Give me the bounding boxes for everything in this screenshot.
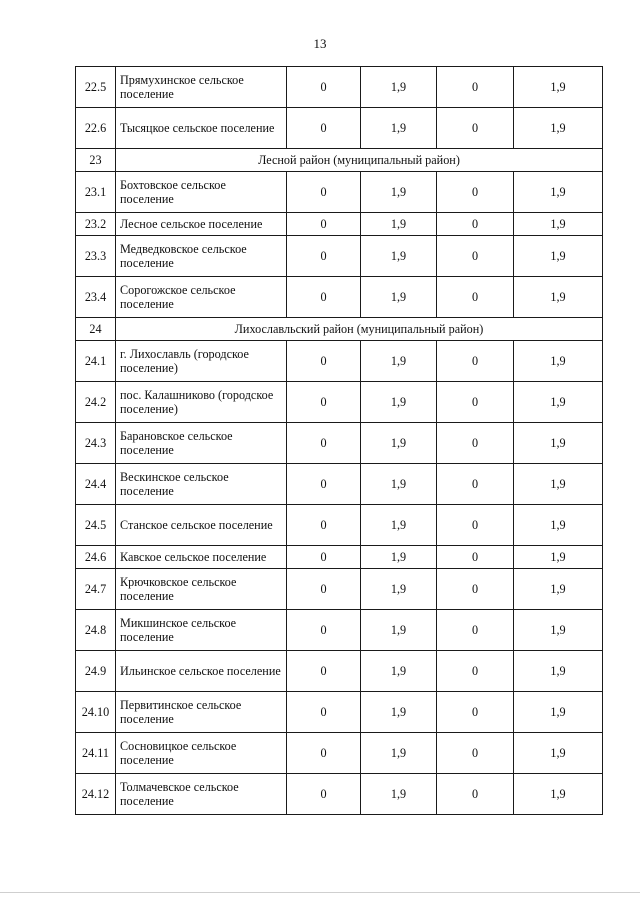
table-row: [76, 423, 603, 464]
value-cell: 0: [437, 213, 514, 236]
row-number: 22.6: [76, 108, 116, 149]
row-number: 24.7: [76, 569, 116, 610]
value-cell: 1,9: [514, 569, 603, 610]
row-number: 23.2: [76, 213, 116, 236]
value-cell: 1,9: [514, 382, 603, 423]
table-row: [76, 733, 603, 774]
value-cell: 0: [437, 172, 514, 213]
settlement-name: Сорогожское сельское поселение: [116, 277, 287, 318]
settlement-name: Вескинское сельское поселение: [116, 464, 287, 505]
value-cell: 0: [437, 692, 514, 733]
value-cell: 1,9: [514, 774, 603, 815]
row-number: 24.11: [76, 733, 116, 774]
table-row: [76, 236, 603, 277]
value-cell: 1,9: [514, 692, 603, 733]
settlement-name: Ильинское сельское поселение: [116, 651, 287, 692]
value-cell: 0: [437, 464, 514, 505]
value-cell: 0: [287, 67, 361, 108]
value-cell: 1,9: [514, 464, 603, 505]
row-number: 22.5: [76, 67, 116, 108]
page-number: 13: [313, 36, 327, 51]
row-number: 24.5: [76, 505, 116, 546]
settlement-name: Медведковское сельское поселение: [116, 236, 287, 277]
table-row: [76, 277, 603, 318]
table-row: [76, 569, 603, 610]
row-number: 23.3: [76, 236, 116, 277]
value-cell: 0: [287, 546, 361, 569]
value-cell: 1,9: [361, 341, 437, 382]
table-row: [76, 692, 603, 733]
value-cell: 1,9: [514, 108, 603, 149]
value-cell: 0: [437, 610, 514, 651]
value-cell: 1,9: [514, 341, 603, 382]
settlement-name: Станское сельское поселение: [116, 505, 287, 546]
settlement-name: Прямухинское сельское поселение: [116, 67, 287, 108]
table-row: [76, 108, 603, 149]
value-cell: 0: [287, 774, 361, 815]
value-cell: 1,9: [361, 67, 437, 108]
value-cell: 0: [437, 423, 514, 464]
value-cell: 1,9: [361, 569, 437, 610]
settlement-name: Сосновицкое сельское поселение: [116, 733, 287, 774]
value-cell: 1,9: [361, 774, 437, 815]
value-cell: 0: [287, 277, 361, 318]
table-row: [76, 67, 603, 108]
value-cell: 1,9: [361, 610, 437, 651]
settlement-table: [75, 66, 603, 815]
value-cell: 1,9: [514, 236, 603, 277]
value-cell: 0: [287, 464, 361, 505]
table-row: [76, 651, 603, 692]
row-number: 24.1: [76, 341, 116, 382]
value-cell: 0: [437, 277, 514, 318]
value-cell: 1,9: [514, 213, 603, 236]
settlement-name: Барановское сельское поселение: [116, 423, 287, 464]
table-row: [76, 172, 603, 213]
settlement-name: Лесное сельское поселение: [116, 213, 287, 236]
value-cell: 0: [287, 651, 361, 692]
value-cell: 1,9: [514, 505, 603, 546]
value-cell: 1,9: [514, 651, 603, 692]
value-cell: 0: [437, 546, 514, 569]
table-row: [76, 341, 603, 382]
value-cell: 1,9: [514, 610, 603, 651]
value-cell: 0: [287, 569, 361, 610]
value-cell: 0: [437, 651, 514, 692]
value-cell: 1,9: [361, 108, 437, 149]
settlement-name: Крючковское сельское поселение: [116, 569, 287, 610]
row-number: 24.3: [76, 423, 116, 464]
settlement-name: Тысяцкое сельское поселение: [116, 108, 287, 149]
value-cell: 0: [287, 505, 361, 546]
page-bottom-edge: [0, 892, 640, 893]
value-cell: 1,9: [514, 277, 603, 318]
value-cell: 1,9: [361, 692, 437, 733]
district-row: [76, 149, 603, 172]
table-row: [76, 610, 603, 651]
settlement-name: Первитинское сельское поселение: [116, 692, 287, 733]
value-cell: 0: [437, 108, 514, 149]
value-cell: 0: [437, 505, 514, 546]
value-cell: 0: [287, 341, 361, 382]
district-row: [76, 318, 603, 341]
district-name: Лесной район (муниципальный район): [116, 149, 603, 172]
row-number: 24.8: [76, 610, 116, 651]
value-cell: 0: [287, 213, 361, 236]
table-body: [76, 67, 603, 815]
value-cell: 1,9: [361, 505, 437, 546]
table-row: [76, 546, 603, 569]
value-cell: 1,9: [514, 67, 603, 108]
value-cell: 1,9: [361, 464, 437, 505]
district-name: Лихославльский район (муниципальный район): [116, 318, 603, 341]
value-cell: 0: [287, 172, 361, 213]
value-cell: 0: [437, 341, 514, 382]
settlement-name: Толмачевское сельское поселение: [116, 774, 287, 815]
value-cell: 1,9: [361, 277, 437, 318]
value-cell: 0: [287, 733, 361, 774]
value-cell: 0: [437, 236, 514, 277]
row-number: 23.1: [76, 172, 116, 213]
value-cell: 1,9: [514, 546, 603, 569]
table-row: [76, 505, 603, 546]
value-cell: 1,9: [361, 382, 437, 423]
table-row: [76, 774, 603, 815]
value-cell: 0: [437, 67, 514, 108]
value-cell: 0: [437, 733, 514, 774]
district-number: 23: [76, 149, 116, 172]
value-cell: 0: [287, 423, 361, 464]
value-cell: 1,9: [514, 172, 603, 213]
value-cell: 1,9: [361, 651, 437, 692]
row-number: 24.2: [76, 382, 116, 423]
value-cell: 1,9: [361, 172, 437, 213]
row-number: 24.4: [76, 464, 116, 505]
table-row: [76, 464, 603, 505]
value-cell: 0: [437, 382, 514, 423]
value-cell: 0: [437, 774, 514, 815]
settlement-name: пос. Калашниково (городское поселение): [116, 382, 287, 423]
value-cell: 0: [287, 610, 361, 651]
value-cell: 1,9: [361, 213, 437, 236]
value-cell: 1,9: [361, 733, 437, 774]
value-cell: 1,9: [514, 423, 603, 464]
row-number: 24.9: [76, 651, 116, 692]
settlement-name: Бохтовское сельское поселение: [116, 172, 287, 213]
row-number: 24.6: [76, 546, 116, 569]
value-cell: 0: [287, 382, 361, 423]
row-number: 24.12: [76, 774, 116, 815]
value-cell: 0: [287, 692, 361, 733]
value-cell: 0: [287, 108, 361, 149]
value-cell: 1,9: [361, 236, 437, 277]
table-row: [76, 213, 603, 236]
value-cell: 1,9: [514, 733, 603, 774]
value-cell: 1,9: [361, 423, 437, 464]
settlement-name: Микшинское сельское поселение: [116, 610, 287, 651]
settlement-name: г. Лихославль (городское поселение): [116, 341, 287, 382]
value-cell: 0: [437, 569, 514, 610]
value-cell: 0: [287, 236, 361, 277]
table-row: [76, 382, 603, 423]
row-number: 24.10: [76, 692, 116, 733]
value-cell: 1,9: [361, 546, 437, 569]
row-number: 23.4: [76, 277, 116, 318]
district-number: 24: [76, 318, 116, 341]
settlement-name: Кавское сельское поселение: [116, 546, 287, 569]
